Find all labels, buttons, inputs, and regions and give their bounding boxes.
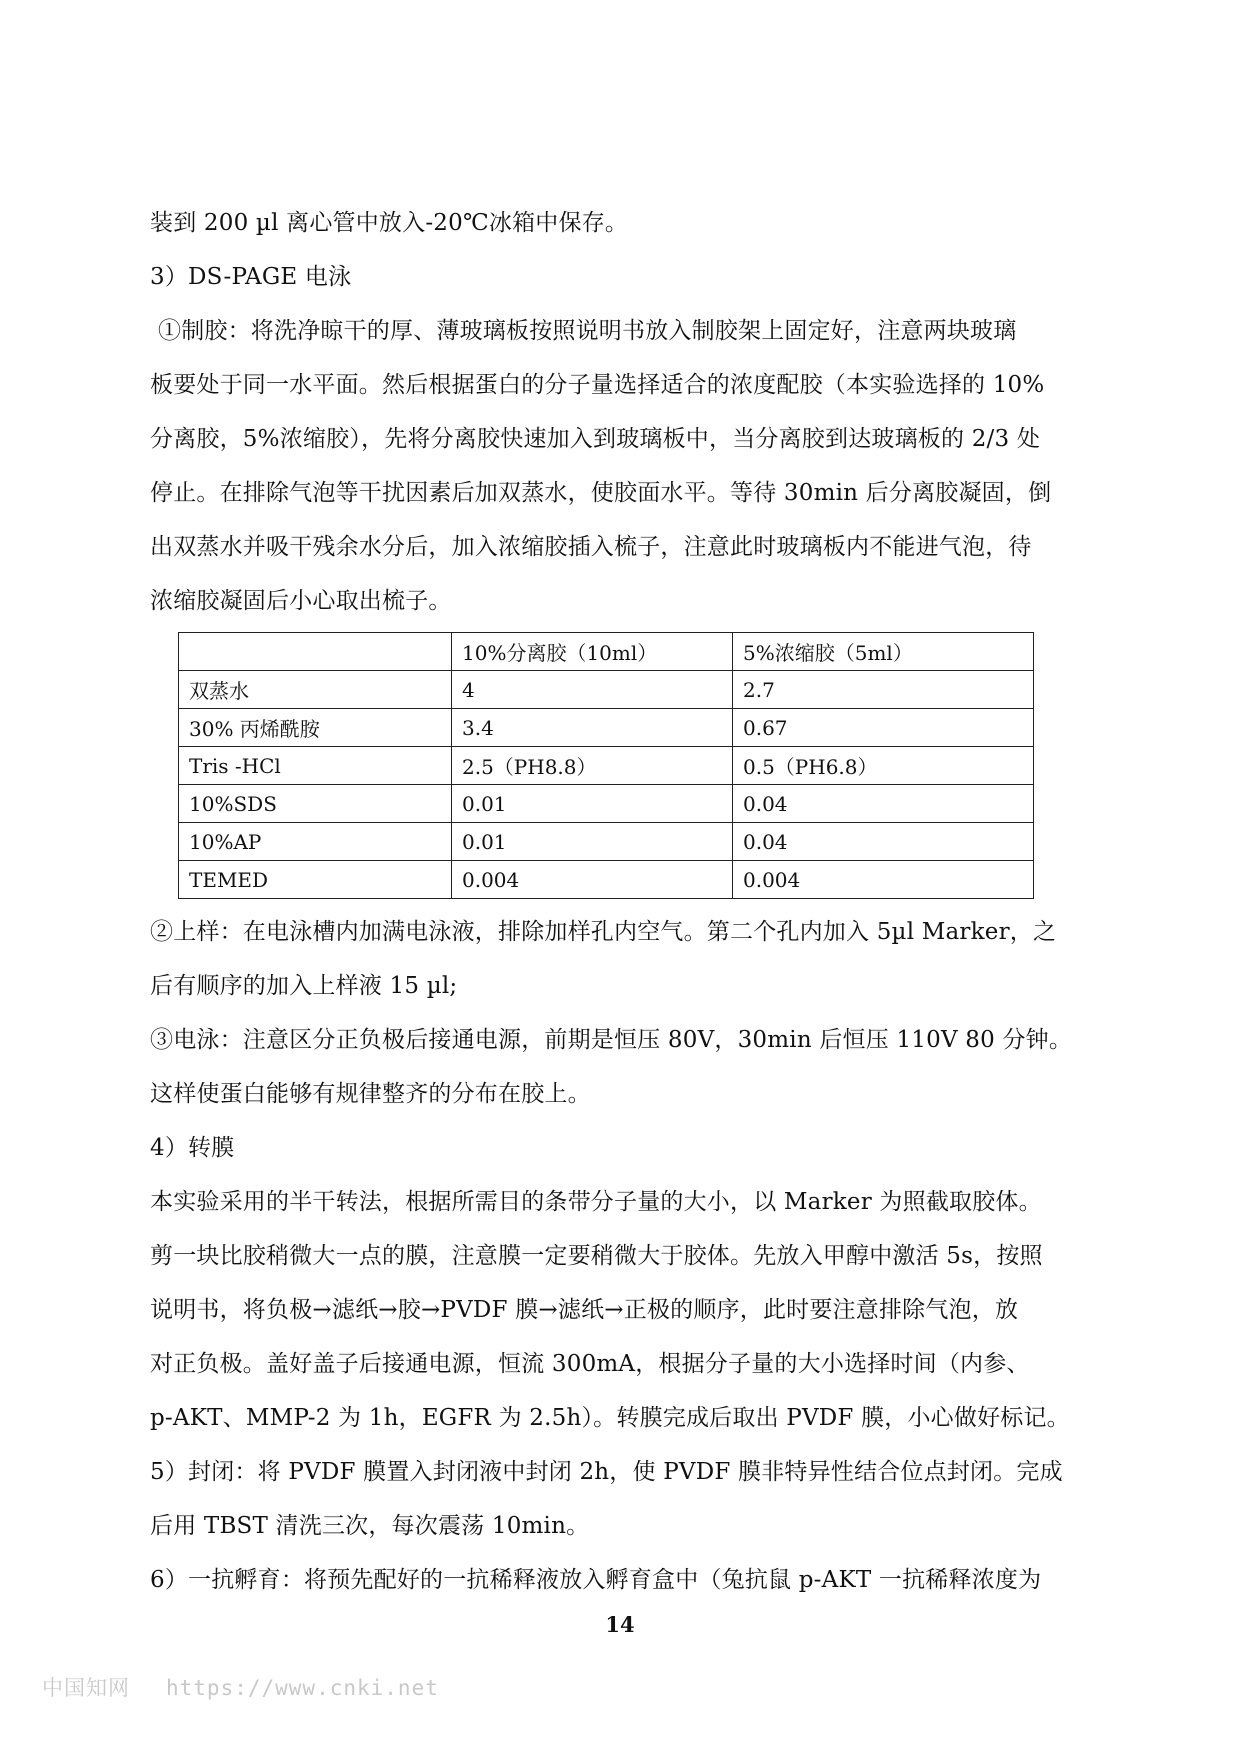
table-cell: 0.04 <box>733 785 1034 823</box>
watermark-url: https://www.cnki.net <box>166 1676 439 1700</box>
table-cell: 2.7 <box>733 671 1034 709</box>
table-cell: 10%SDS <box>179 785 452 823</box>
paragraph-line: 分离胶，5%浓缩胶），先将分离胶快速加入到玻璃板中，当分离胶到达玻璃板的 2/3 处 <box>150 426 1041 452</box>
paragraph-line: 说明书，将负极→滤纸→胶→PVDF 膜→滤纸→正极的顺序，此时要注意排除气泡，放 <box>150 1297 1019 1323</box>
paragraph-line: 对正负极。盖好盖子后接通电源，恒流 300mA，根据分子量的大小选择时间（内参、 <box>150 1351 1030 1377</box>
cnki-watermark <box>42 1672 439 1702</box>
table-row <box>179 747 1034 785</box>
page-number: 14 <box>605 1612 635 1637</box>
table-header-cell: 10%分离胶（10ml） <box>452 633 733 671</box>
table-cell: 0.004 <box>452 861 733 899</box>
paragraph-line: ②上样：在电泳槽内加满电泳液，排除加样孔内空气。第二个孔内加入 5µl Marker，之 <box>150 919 1057 945</box>
paragraph-line: 板要处于同一水平面。然后根据蛋白的分子量选择适合的浓度配胶（本实验选择的 10% <box>150 372 1045 398</box>
paragraph-line: 出双蒸水并吸干残余水分后，加入浓缩胶插入梳子，注意此时玻璃板内不能进气泡，待 <box>150 534 1032 560</box>
table-cell: TEMED <box>179 861 452 899</box>
table-row <box>179 861 1034 899</box>
paragraph-line: 6）一抗孵育：将预先配好的一抗稀释液放入孵育盒中（兔抗鼠 p-AKT 一抗稀释浓度为 <box>150 1567 1042 1593</box>
table-cell: 4 <box>452 671 733 709</box>
paragraph-line: 本实验采用的半干转法，根据所需目的条带分子量的大小，以 Marker 为照截取胶体。 <box>150 1189 1042 1215</box>
table-cell: 0.004 <box>733 861 1034 899</box>
paragraph-line: 剪一块比胶稍微大一点的膜，注意膜一定要稍微大于胶体。先放入甲醇中激活 5s，按照 <box>150 1243 1043 1269</box>
table-header-row <box>179 633 1034 671</box>
table-row <box>179 709 1034 747</box>
table-cell: 0.67 <box>733 709 1034 747</box>
table-cell: 3.4 <box>452 709 733 747</box>
table-cell: 0.04 <box>733 823 1034 861</box>
paragraph-line: 这样使蛋白能够有规律整齐的分布在胶上。 <box>150 1081 591 1107</box>
paragraph-line: 后用 TBST 清洗三次，每次震荡 10min。 <box>150 1513 590 1539</box>
table-header-cell: 5%浓缩胶（5ml） <box>733 633 1034 671</box>
paragraph-line: p-AKT、MMP-2 为 1h，EGFR 为 2.5h）。转膜完成后取出 PVDF 膜，小心做好标记。 <box>150 1405 1070 1431</box>
paragraph-line: 停止。在排除气泡等干扰因素后加双蒸水，使胶面水平。等待 30min 后分离胶凝固，倒 <box>150 480 1052 506</box>
document-body <box>150 196 1095 1607</box>
table-row <box>179 823 1034 861</box>
paragraph-line: ①制胶：将洗净晾干的厚、薄玻璃板按照说明书放入制胶架上固定好，注意两块玻璃 <box>158 318 1017 344</box>
paragraph-line: 装到 200 µl 离心管中放入-20℃冰箱中保存。 <box>150 210 629 236</box>
table-cell: 0.01 <box>452 823 733 861</box>
section-heading-transfer: 4）转膜 <box>150 1135 235 1161</box>
gel-recipe-table <box>178 632 1034 899</box>
watermark-brand: 中国知网 <box>42 1676 130 1700</box>
table-cell: Tris -HCl <box>179 747 452 785</box>
table-row <box>179 671 1034 709</box>
table-header-cell <box>179 633 452 671</box>
table-cell: 10%AP <box>179 823 452 861</box>
table-cell: 0.5（PH6.8） <box>733 747 1034 785</box>
paragraph-line: 浓缩胶凝固后小心取出梳子。 <box>150 588 452 614</box>
table-cell: 30% 丙烯酰胺 <box>179 709 452 747</box>
section-heading-sds-page: 3）DS-PAGE 电泳 <box>150 264 352 290</box>
paragraph-line: 5）封闭：将 PVDF 膜置入封闭液中封闭 2h，使 PVDF 膜非特异性结合位点封闭。完成 <box>150 1459 1063 1485</box>
table-cell: 0.01 <box>452 785 733 823</box>
paragraph-line: 后有顺序的加入上样液 15 µl; <box>150 973 458 999</box>
table-cell: 2.5（PH8.8） <box>452 747 733 785</box>
table-row <box>179 785 1034 823</box>
table-cell: 双蒸水 <box>179 671 452 709</box>
paragraph-line: ③电泳：注意区分正负极后接通电源，前期是恒压 80V，30min 后恒压 110V 80 分钟。 <box>150 1027 1073 1053</box>
